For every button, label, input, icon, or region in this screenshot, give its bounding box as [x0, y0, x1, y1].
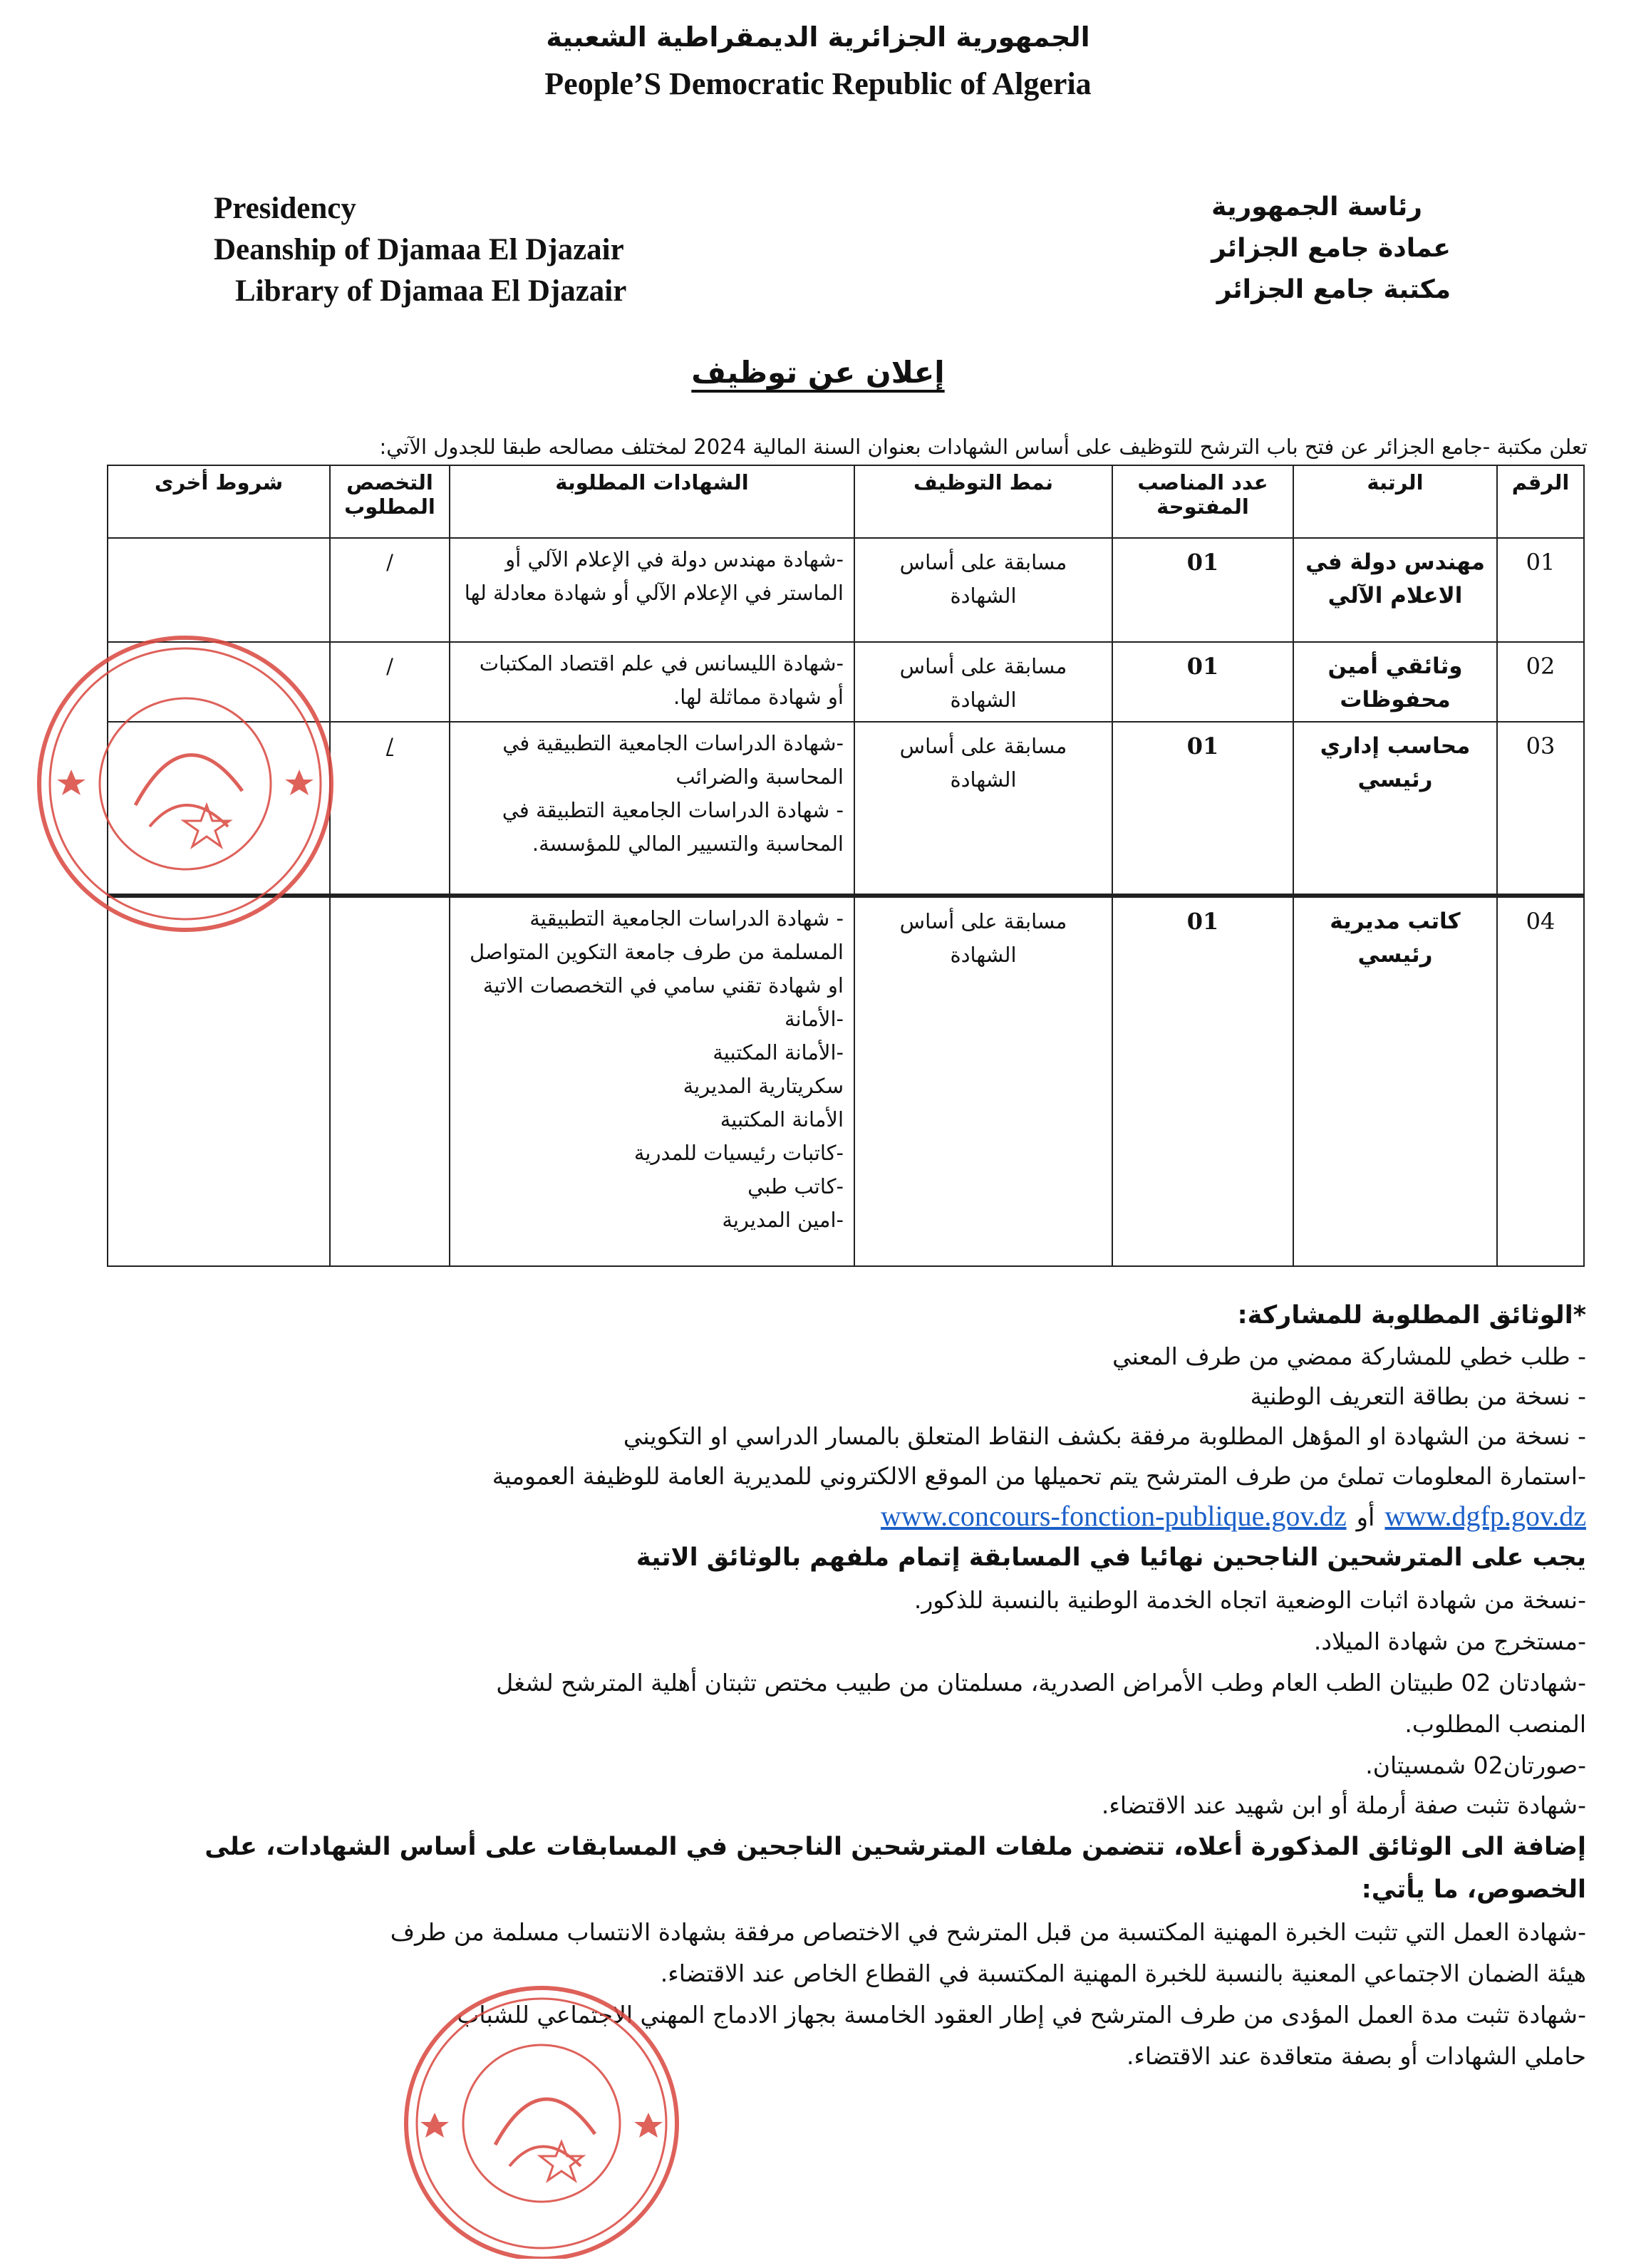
header-presidency-ar: رئاسة الجمهورية [1211, 192, 1422, 222]
row-certs [450, 896, 854, 1266]
final-item: -شهادتان 02 طبيتان الطب العام وطب الأمراض الصدرية، مسلمتان من طبيب مختص تثبتان أهلية المترشح لشغل [496, 1669, 1586, 1697]
header-spec: التخصص المطلوب [330, 465, 450, 538]
header-library-en: Library of Djamaa El Djazair [235, 274, 627, 308]
country-name-english: People’S Democratic Republic of Algeria [544, 66, 1092, 101]
row-mode: مسابقة على أساس الشهادة [854, 722, 1112, 896]
header-count: عدد المناصب المفتوحة [1112, 465, 1293, 538]
row-rank: كاتب مديرية رئيسي [1293, 896, 1497, 1266]
announcement-intro: تعلن مكتبة -جامع الجزائر عن فتح باب الترشح للتوظيف على أساس الشهادات بعنوان السنة المالية 2024 لمختلف مصالحه طبقا للجدول الآتي: [379, 435, 1588, 459]
announcement-title: إعلان عن توظيف [691, 355, 945, 390]
table-header-row [108, 465, 1584, 538]
header-deanship-ar: عمادة جامع الجزائر [1211, 234, 1451, 263]
cert-line: سكريتارية المديرية [683, 1074, 844, 1098]
row-other [108, 896, 330, 1266]
row-count: 01 [1112, 722, 1293, 896]
row-rank: محاسب إداري رئيسي [1293, 722, 1497, 896]
row-count: 01 [1112, 642, 1293, 722]
row-rank: مهندس دولة في الاعلام الآلي [1293, 538, 1497, 642]
docs-item: -استمارة المعلومات تملئ من طرف المترشح يتم تحميلها من الموقع الالكتروني للمديرية العامة للوظيفة العمومية [492, 1462, 1586, 1490]
final-item: -شهادة تثبت صفة أرملة أو ابن شهيد عند الاقتضاء. [1101, 1791, 1586, 1819]
table-row [108, 896, 1584, 1266]
concours-link[interactable]: www.concours-fonction-publique.gov.dz [881, 1500, 1347, 1532]
row-mode: مسابقة على أساس الشهادة [854, 538, 1112, 642]
final-item: -صورتان02 شمسيتان. [1365, 1751, 1586, 1779]
header-library-ar: مكتبة جامع الجزائر [1216, 275, 1451, 304]
seal-stamp-icon [385, 1974, 698, 2259]
header-mode: نمط التوظيف [854, 465, 1112, 538]
docs-item: - نسخة من بطاقة التعريف الوطنية [1250, 1382, 1586, 1410]
docs-heading: *الوثائق المطلوبة للمشاركة: [1237, 1301, 1586, 1330]
final-item: -مستخرج من شهادة الميلاد. [1313, 1627, 1586, 1655]
row-mode: مسابقة على أساس الشهادة [854, 896, 1112, 1266]
extra-item: -شهادة العمل التي تثبت الخبرة المهنية المكتسبة من قبل المترشح في الاختصاص مرفقة بشهادة الانتساب مسلمة من طرف [390, 1918, 1586, 1946]
cert-line: -امين المديرية [722, 1208, 844, 1232]
row-rank: وثائقي أمين محفوظات [1293, 642, 1497, 722]
row-num: 01 [1497, 538, 1584, 642]
docs-item: - نسخة من الشهادة او المؤهل المطلوبة مرفقة بكشف النقاط المتعلق بالمسار الدراسي او التكويني [623, 1422, 1586, 1450]
row-mode: مسابقة على أساس الشهادة [854, 642, 1112, 722]
row-count: 01 [1112, 896, 1293, 1266]
row-spec: / [330, 642, 450, 722]
extra-heading: إضافة الى الوثائق المذكورة أعلاه، تتضمن ملفات المترشحين الناجحين في المسابقات على أساس الشهادات، على [204, 1833, 1586, 1861]
row-spec [330, 722, 450, 896]
country-name-arabic: الجمهورية الجزائرية الديمقراطية الشعبية [546, 21, 1090, 53]
row-certs [450, 722, 854, 896]
extra-item: هيئة الضمان الاجتماعي المعنية بالنسبة للخبرة المهنية المكتسبة في القطاع الخاص عند الاقتضاء. [660, 1959, 1586, 1987]
extra-item: -شهادة تثبت مدة العمل المؤدى من طرف المترشح في إطار العقود الخامسة بجهاز الادماج المهني الاجتماعي للشباب [457, 2001, 1586, 2029]
row-num: 02 [1497, 642, 1584, 722]
final-item: المنصب المطلوب. [1404, 1710, 1586, 1738]
seal-stamp-icon [29, 627, 342, 941]
header-num: الرقم [1497, 465, 1584, 538]
row-num: 03 [1497, 722, 1584, 896]
or-text: أو [1356, 1503, 1375, 1532]
header-other: شروط أخرى [108, 465, 330, 538]
docs-links [881, 1499, 1586, 1533]
cert-line: - شهادة الدراسات الجامعية التطبيقية المسلمة من طرف جامعة التكوين المتواصل او شهادة تقني سامي في التخصصات الاتية [470, 906, 844, 998]
extra-item: حاملي الشهادات أو بصفة متعاقدة عند الاقتضاء. [1126, 2042, 1586, 2070]
final-item: -نسخة من شهادة اثبات الوضعية اتجاه الخدمة الوطنية بالنسبة للذكور. [913, 1586, 1586, 1614]
header-deanship-en: Deanship of Djamaa El Djazair [214, 233, 624, 266]
row-num: 04 [1497, 896, 1584, 1266]
docs-item: - طلب خطي للمشاركة ممضي من طرف المعني [1112, 1342, 1586, 1370]
row-count: 01 [1112, 538, 1293, 642]
header-rank: الرتبة [1293, 465, 1497, 538]
row-spec [330, 896, 450, 1266]
final-heading: يجب على المترشحين الناجحين نهائيا في المسابقة إتمام ملفهم بالوثائق الاتية [636, 1543, 1586, 1572]
cert-line: - شهادة الدراسات الجامعية التطبيقة في المحاسبة والتسيير المالي للمؤسسة. [502, 798, 844, 856]
row-certs [450, 538, 854, 642]
cert-line: -الأمانة المكتبية [713, 1040, 844, 1065]
cert-line: الأمانة المكتبية [720, 1107, 844, 1132]
row-certs [450, 642, 854, 722]
cert-line: -شهادة مهندس دولة في الإعلام الآلي أو الماستر في الإعلام الآلي أو شهادة معادلة لها [464, 547, 844, 605]
cert-line: -كاتبات رئيسيات للمدرية [633, 1141, 844, 1165]
header-presidency-en: Presidency [214, 192, 356, 225]
cert-line: -الأمانة [784, 1007, 844, 1031]
cert-line: -كاتب طبي [747, 1174, 844, 1198]
dgfp-link[interactable]: www.dgfp.gov.dz [1384, 1500, 1586, 1532]
cert-line: -شهادة الدراسات الجامعية التطبيقية في المحاسبة والضرائب [502, 731, 844, 789]
spec-value: / [386, 734, 393, 758]
cert-line: -شهادة الليسانس في علم اقتصاد المكتبات أو شهادة مماثلة لها. [479, 651, 844, 709]
header-certs: الشهادات المطلوبة [450, 465, 854, 538]
extra-heading-cont: الخصوص، ما يأتي: [1361, 1875, 1586, 1904]
row-spec: / [330, 538, 450, 642]
